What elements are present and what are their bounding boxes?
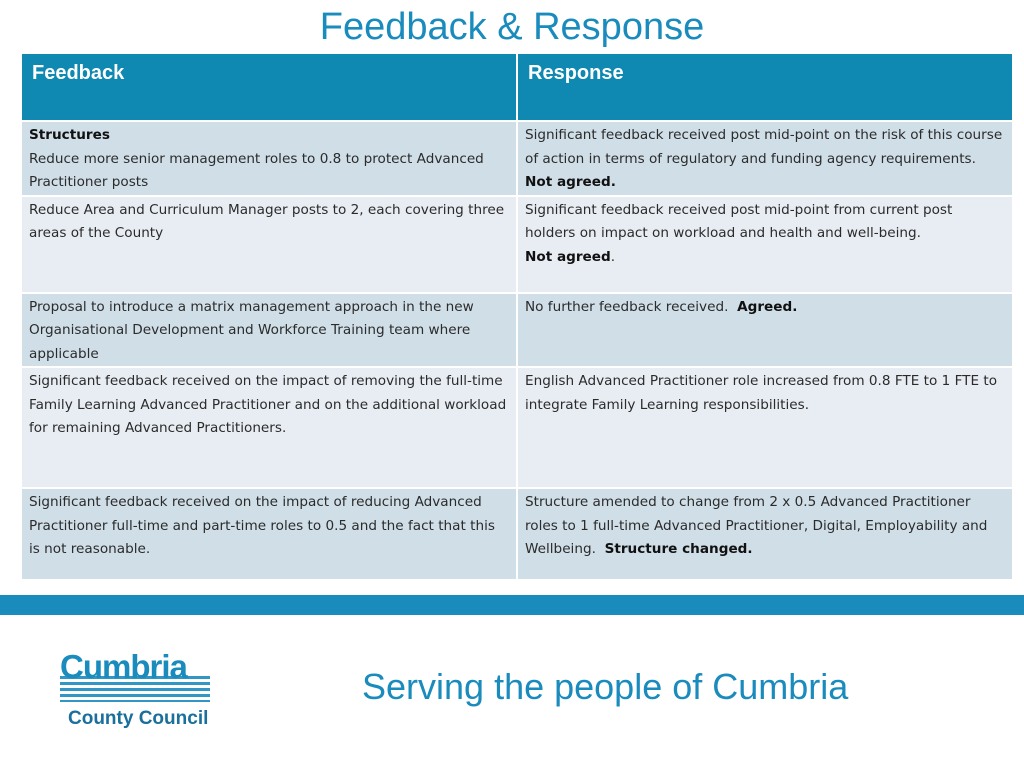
cumbria-county-council-logo xyxy=(56,648,226,738)
feedback-response-table xyxy=(20,52,1014,489)
response-cell xyxy=(517,121,1013,196)
feedback-text: Significant feedback received on the impact of removing the full-time Family Learning Advanced Practitioner and on the additional workload for remaining Advanced Practitioners. xyxy=(29,373,507,436)
table-row xyxy=(21,367,1013,488)
header-feedback: Feedback xyxy=(21,53,517,121)
feedback-cell xyxy=(21,488,517,580)
response-status-suffix: . xyxy=(610,248,616,265)
amendment-table xyxy=(20,487,1014,581)
response-cell xyxy=(517,367,1013,488)
feedback-cell xyxy=(21,293,517,368)
header-response: Response xyxy=(517,53,1013,121)
logo-word: Cumbria xyxy=(60,648,187,685)
table-row xyxy=(21,121,1013,196)
response-text: Significant feedback received post mid-point on the risk of this course of action in terms of regulatory and funding agency requirements. xyxy=(525,127,1003,167)
feedback-text: Significant feedback received on the impact of reducing Advanced Practitioner full-time and part-time roles to 0.5 and the fact that this is not reasonable. xyxy=(29,494,495,557)
page-title: Feedback & Response xyxy=(319,6,705,48)
feedback-cell xyxy=(21,121,517,196)
table-row xyxy=(21,196,1013,293)
response-status: Structure changed. xyxy=(604,541,753,557)
response-cell xyxy=(517,488,1013,580)
response-status: Not agreed xyxy=(525,248,611,265)
feedback-cell xyxy=(21,367,517,488)
response-text: Significant feedback received post mid-point from current post holders on impact on workload and health and well-being. xyxy=(525,201,953,241)
footer-divider-bar xyxy=(0,595,1024,615)
footer-tagline: Serving the people of Cumbria xyxy=(362,666,849,707)
feedback-text: Proposal to introduce a matrix management approach in the new Organisational Development and Workforce Training team where applicable xyxy=(29,298,474,362)
table-row xyxy=(21,293,1013,368)
logo-subtitle: County Council xyxy=(68,708,209,729)
response-text: Structure amended to change from 2 x 0.5 Advanced Practitioner roles to 1 full-time Advanced Practitioner, Digital, Employability and Wellbeing. xyxy=(525,494,988,557)
response-text: English Advanced Practitioner role increased from 0.8 FTE to 1 FTE to integrate Family Learning responsibilities. xyxy=(525,373,998,413)
response-status: Not agreed. xyxy=(525,174,616,190)
feedback-heading: Structures xyxy=(29,127,110,143)
feedback-text: Reduce more senior management roles to 0.8 to protect Advanced Practitioner posts xyxy=(29,150,484,190)
response-cell xyxy=(517,293,1013,368)
feedback-text: Reduce Area and Curriculum Manager posts to 2, each covering three areas of the County xyxy=(29,201,505,241)
response-cell xyxy=(517,196,1013,293)
table-row xyxy=(21,488,1013,580)
response-text: No further feedback received. xyxy=(525,298,729,315)
response-status: Agreed. xyxy=(737,298,798,315)
table-header-row xyxy=(21,53,1013,121)
feedback-cell xyxy=(21,196,517,293)
